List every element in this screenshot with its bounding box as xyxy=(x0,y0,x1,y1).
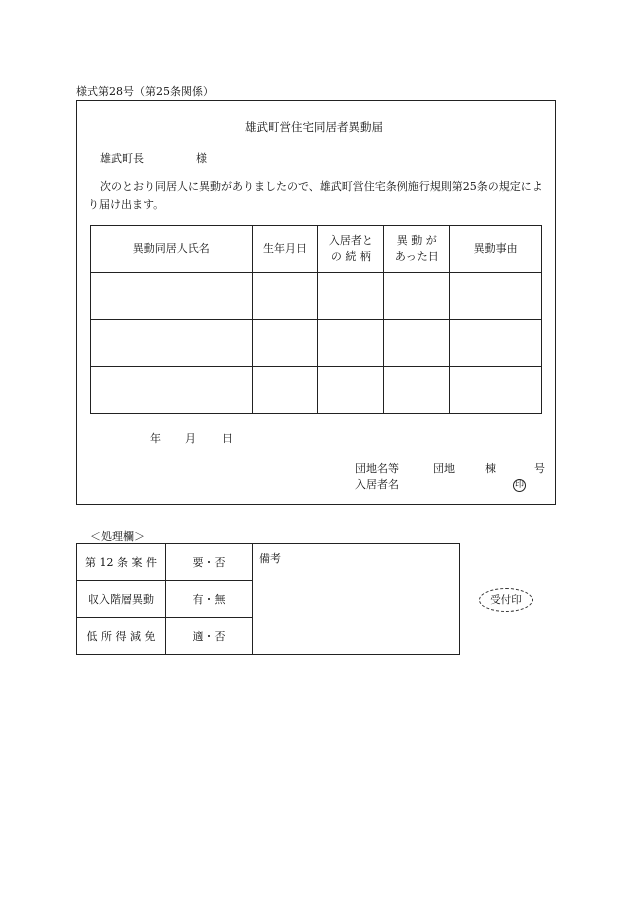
table-row xyxy=(91,367,542,414)
cell-change-date[interactable] xyxy=(384,273,450,320)
resident-name-label: 入居者名 xyxy=(355,478,399,491)
reception-stamp: 受付印 xyxy=(479,588,533,612)
document-title: 雄武町営住宅同居者異動届 xyxy=(245,120,383,134)
processing-row xyxy=(77,544,460,581)
cell-change-reason[interactable] xyxy=(450,367,542,414)
header-birthdate: 生年月日 xyxy=(252,226,318,273)
remarks-label: 備考 xyxy=(259,552,281,565)
header-change-date: 異 動 が あった日 xyxy=(384,226,450,273)
cell-member-name[interactable] xyxy=(91,273,253,320)
seal-mark: 印 xyxy=(514,479,524,490)
cell-change-date[interactable] xyxy=(384,367,450,414)
room-number-unit: 号 xyxy=(534,462,545,475)
header-change-reason: 異動事由 xyxy=(450,226,542,273)
form-number: 様式第28号（第25条関係） xyxy=(76,85,214,98)
processing-value: 有・無 xyxy=(166,581,253,618)
building-unit: 棟 xyxy=(485,462,496,475)
household-change-table xyxy=(90,225,542,414)
addressee-honorific: 様 xyxy=(196,152,207,165)
processing-section-label: ＜処理欄＞ xyxy=(90,530,145,543)
processing-value: 適・否 xyxy=(166,618,253,655)
header-member-name: 異動同居人氏名 xyxy=(91,226,253,273)
complex-unit: 団地 xyxy=(433,462,455,475)
cell-change-reason[interactable] xyxy=(450,273,542,320)
body-text: 次のとおり同居人に異動がありましたので、雄武町営住宅条例施行規則第25条の規定により届け出ます。 xyxy=(88,180,543,211)
processing-item: 低 所 得 減 免 xyxy=(77,618,166,655)
remarks-cell[interactable] xyxy=(253,544,460,655)
cell-relationship[interactable] xyxy=(318,273,384,320)
cell-change-date[interactable] xyxy=(384,320,450,367)
date-year-label: 年 xyxy=(150,432,161,445)
date-day-label: 日 xyxy=(222,432,233,445)
cell-member-name[interactable] xyxy=(91,367,253,414)
cell-birthdate[interactable] xyxy=(252,273,318,320)
cell-relationship[interactable] xyxy=(318,320,384,367)
cell-change-reason[interactable] xyxy=(450,320,542,367)
table-row xyxy=(91,320,542,367)
cell-member-name[interactable] xyxy=(91,320,253,367)
processing-table xyxy=(76,543,460,655)
processing-item: 第 12 条 案 件 xyxy=(77,544,166,581)
complex-line xyxy=(355,460,545,476)
resident-line xyxy=(355,476,526,492)
date-month-label: 月 xyxy=(185,432,196,445)
submission-date xyxy=(150,430,233,446)
table-header-row xyxy=(91,226,542,273)
processing-item: 収入階層異動 xyxy=(77,581,166,618)
processing-value: 要・否 xyxy=(166,544,253,581)
table-row xyxy=(91,273,542,320)
cell-birthdate[interactable] xyxy=(252,320,318,367)
complex-name-label: 団地名等 xyxy=(355,462,399,475)
header-relationship: 入居者と の 続 柄 xyxy=(318,226,384,273)
addressee: 雄武町長 xyxy=(100,152,144,165)
cell-birthdate[interactable] xyxy=(252,367,318,414)
cell-relationship[interactable] xyxy=(318,367,384,414)
